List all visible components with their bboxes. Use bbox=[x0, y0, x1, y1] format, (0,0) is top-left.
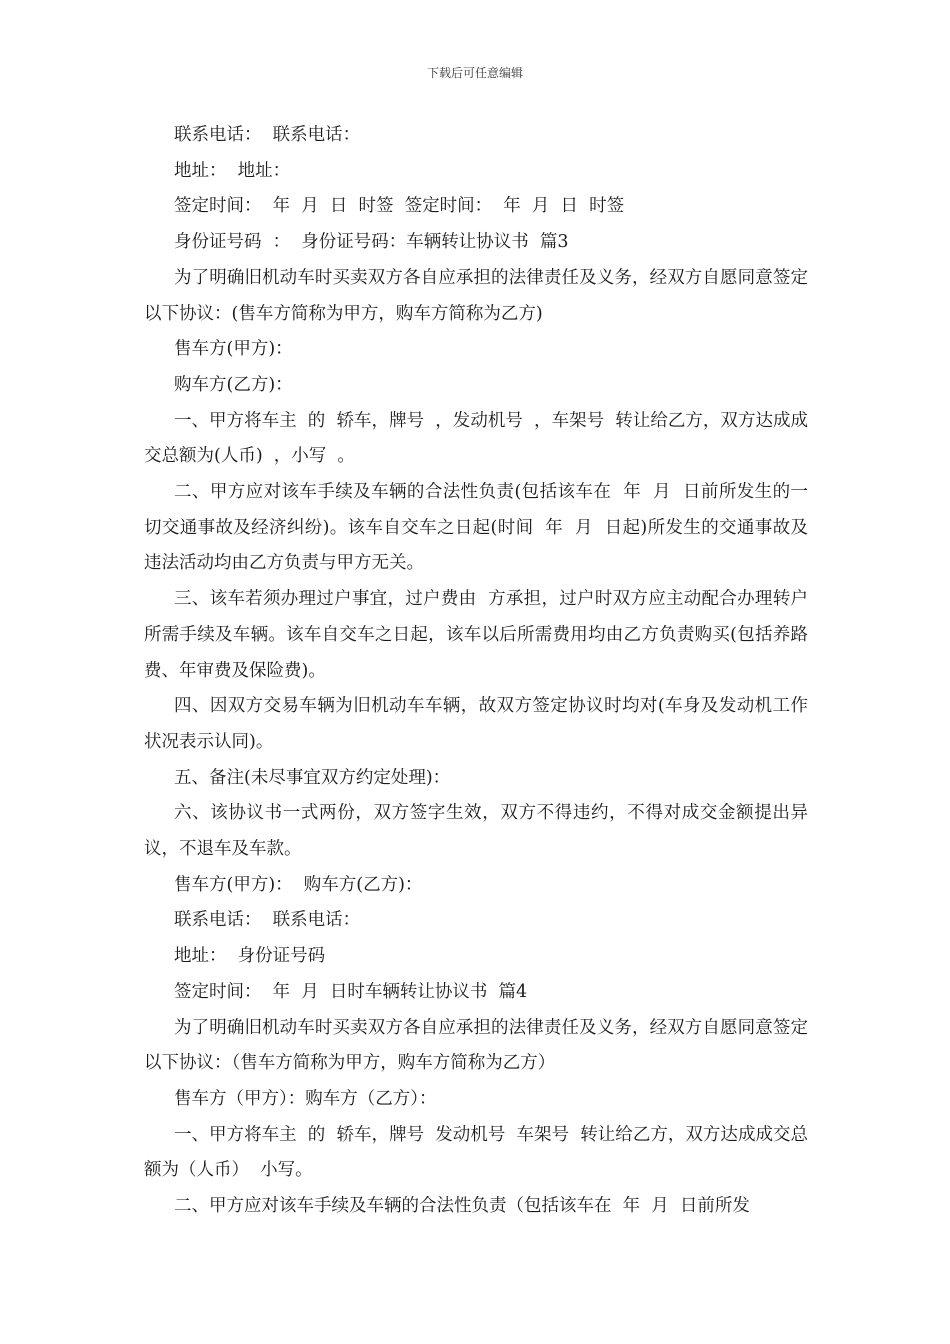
parties-line-4: 售车方（甲方）：购车方（乙方）： bbox=[174, 1088, 437, 1109]
agreement-intro-4: 为了明确旧机动车时买卖双方各自应承担的法律责任及义务，经双方自愿同意签定以下协议：（售车方简称为甲方，购车方简称为乙方） bbox=[144, 1017, 808, 1074]
address-line: 地址： 地址： bbox=[174, 160, 291, 181]
signature-phone-line: 联系电话： 联系电话： bbox=[174, 910, 361, 931]
signature-address-line: 地址： 身份证号码 bbox=[174, 946, 326, 967]
clause-3: 三、该车若须办理过户事宜，过户费由 方承担，过户时双方应主动配合办理转户所需手续及车辆。该车自交车之日起，该车以后所需费用均由乙方负责购买(包括养路费、年审费及保险费)。 bbox=[144, 589, 808, 681]
signature-parties-line: 售车方(甲方)： 购车方(乙方)： bbox=[174, 874, 423, 895]
contact-phone-line: 联系电话： 联系电话： bbox=[174, 125, 361, 145]
clause-1: 一、甲方将车主 的 轿车，牌号 ，发动机号 ，车架号 转让给乙方，双方达成成交总额为(人币) ，小写 。 bbox=[144, 410, 808, 467]
seller-line: 售车方(甲方)： bbox=[174, 339, 293, 360]
agreement-intro: 为了明确旧机动车时买卖双方各自应承担的法律责任及义务，经双方自愿同意签定以下协议：(售车方简称为甲方，购车方简称为乙方) bbox=[144, 267, 808, 324]
clause-5: 五、备注(未尽事宜双方约定处理)： bbox=[174, 767, 451, 788]
signature-time-line: 签定时间： 年 月 日时车辆转让协议书 篇4 bbox=[174, 981, 528, 1002]
id-number-line: 身份证号码 ： 身份证号码：车辆转让协议书 篇3 bbox=[174, 232, 569, 253]
document-body bbox=[144, 118, 808, 1225]
page-header: 下载后可任意编辑 bbox=[426, 66, 523, 80]
signing-time-line: 签定时间： 年 月 日 时签 签定时间： 年 月 日 时签 bbox=[174, 196, 625, 217]
clause-6: 六、该协议书一式两份，双方签字生效，双方不得违约，不得对成交金额提出异议，不退车及车款。 bbox=[144, 803, 808, 860]
clause-4: 四、因双方交易车辆为旧机动车车辆，故双方签定协议时均对(车身及发动机工作状况表示认同)。 bbox=[144, 696, 808, 752]
clause-1-4: 一、甲方将车主 的 轿车，牌号 发动机号 车架号 转让给乙方，双方达成成交总额为（人币） 小写。 bbox=[144, 1124, 808, 1181]
buyer-line: 购车方(乙方)： bbox=[174, 374, 293, 395]
clause-2: 二、甲方应对该车手续及车辆的合法性负责(包括该车在 年 月 日前所发生的一切交通事故及经济纠纷)。该车自交车之日起(时间 年 月 日起)所发生的交通事故及违法活动均由乙方负责与甲方无关。 bbox=[144, 482, 808, 574]
clause-2-4: 二、甲方应对该车手续及车辆的合法性负责（包括该车在 年 月 日前所发 bbox=[174, 1196, 750, 1217]
